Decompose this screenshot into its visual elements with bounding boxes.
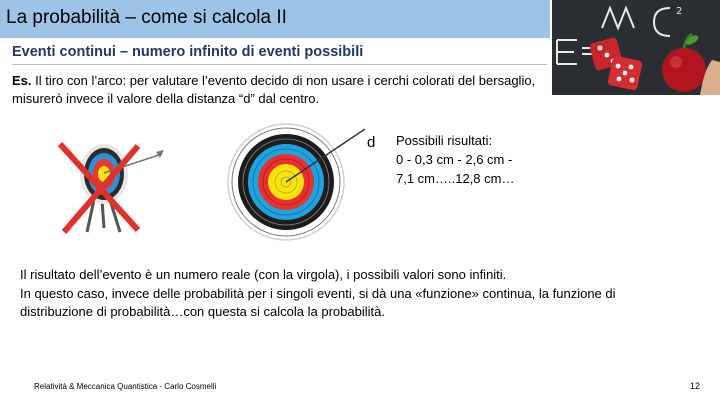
svg-text:2: 2: [676, 6, 683, 17]
example-paragraph: [12, 72, 557, 108]
page-number: 12: [690, 381, 701, 391]
slide-title: La probabilità – come si calcola II: [6, 7, 287, 28]
crossed-target-icon: [52, 140, 172, 235]
title-bar: [0, 0, 550, 38]
example-text: Il tiro con l’arco: per valutare l’evento decido di non usare i cerchi colorati del bersaglio, misurerò invece il valore della distanza “d” dal centro.: [12, 73, 536, 106]
distance-target-illustration: [226, 106, 366, 258]
subtitle-divider: [12, 64, 547, 65]
results-line: 7,1 cm…..12,8 cm…: [396, 171, 515, 186]
results-line: 0 - 0,3 cm - 2,6 cm -: [396, 152, 513, 167]
results-heading: Possibili risultati:: [396, 133, 493, 148]
example-prefix: Es.: [12, 73, 32, 88]
archery-target-icon: [226, 106, 366, 258]
footer-credit: Relatività & Meccanica Quantistica - Carlo Cosmelli: [34, 382, 217, 391]
distance-label: d: [367, 134, 376, 151]
possible-results: [396, 131, 546, 188]
crossed-target-illustration: [52, 140, 172, 235]
header-photo: [552, 0, 720, 95]
explanation-paragraph: [20, 266, 620, 322]
explanation-line: In questo caso, invece delle probabilità per i singoli eventi, si dà una «funzione» continua, la funzione di distribuzione di probabilità…con questa si calcola la probabilità.: [20, 285, 616, 319]
explanation-line: Il risultato dell’evento è un numero reale (con la virgola), i possibili valori sono infiniti.: [20, 267, 507, 282]
slide-subtitle: Eventi continui – numero infinito di eventi possibili: [12, 44, 364, 60]
dice-apple-image: [552, 0, 720, 95]
